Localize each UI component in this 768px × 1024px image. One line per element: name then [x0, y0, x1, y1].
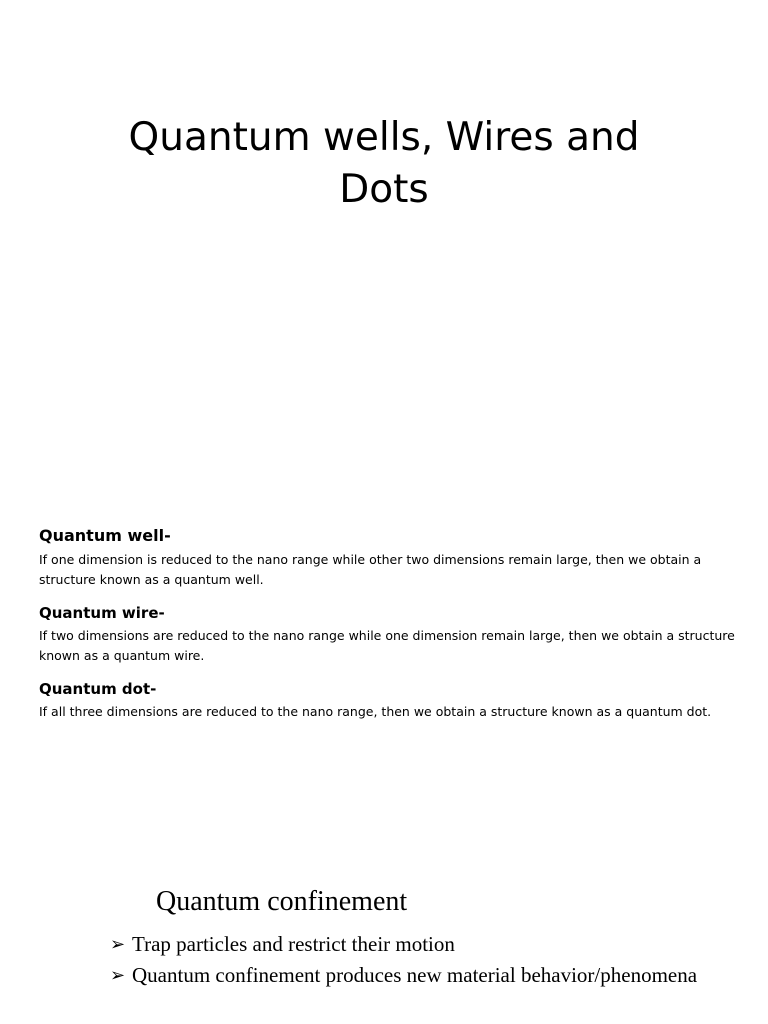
- definition-term: Quantum well-: [39, 526, 171, 545]
- definition-quantum-dot: [39, 676, 739, 722]
- definition-quantum-wire: [39, 600, 739, 666]
- definition-term: Quantum wire-: [39, 604, 165, 622]
- confinement-heading: Quantum confinement: [156, 886, 408, 917]
- bullet-text: Quantum confinement produces new material behavior/phenomena: [132, 963, 698, 987]
- list-item: [110, 931, 750, 957]
- list-item: [110, 962, 750, 988]
- arrowhead-bullet-icon: ➢: [110, 965, 126, 985]
- arrowhead-bullet-icon: ➢: [110, 934, 126, 954]
- definition-term: Quantum dot-: [39, 680, 157, 698]
- definition-text: If all three dimensions are reduced to the nano range, then we obtain a structure known as a quantum dot.: [39, 704, 712, 719]
- confinement-bullet-list: [110, 931, 750, 993]
- definition-text: If two dimensions are reduced to the nano range while one dimension remain large, then we obtain a structure known as a quantum wire.: [39, 628, 735, 663]
- definition-quantum-well: [39, 522, 739, 590]
- definition-text: If one dimension is reduced to the nano range while other two dimensions remain large, then we obtain a structure known as a quantum well.: [39, 552, 702, 587]
- slide-title: Quantum wells, Wires and Dots: [128, 115, 640, 212]
- bullet-text: Trap particles and restrict their motion: [132, 932, 455, 956]
- definitions-section: [39, 522, 739, 732]
